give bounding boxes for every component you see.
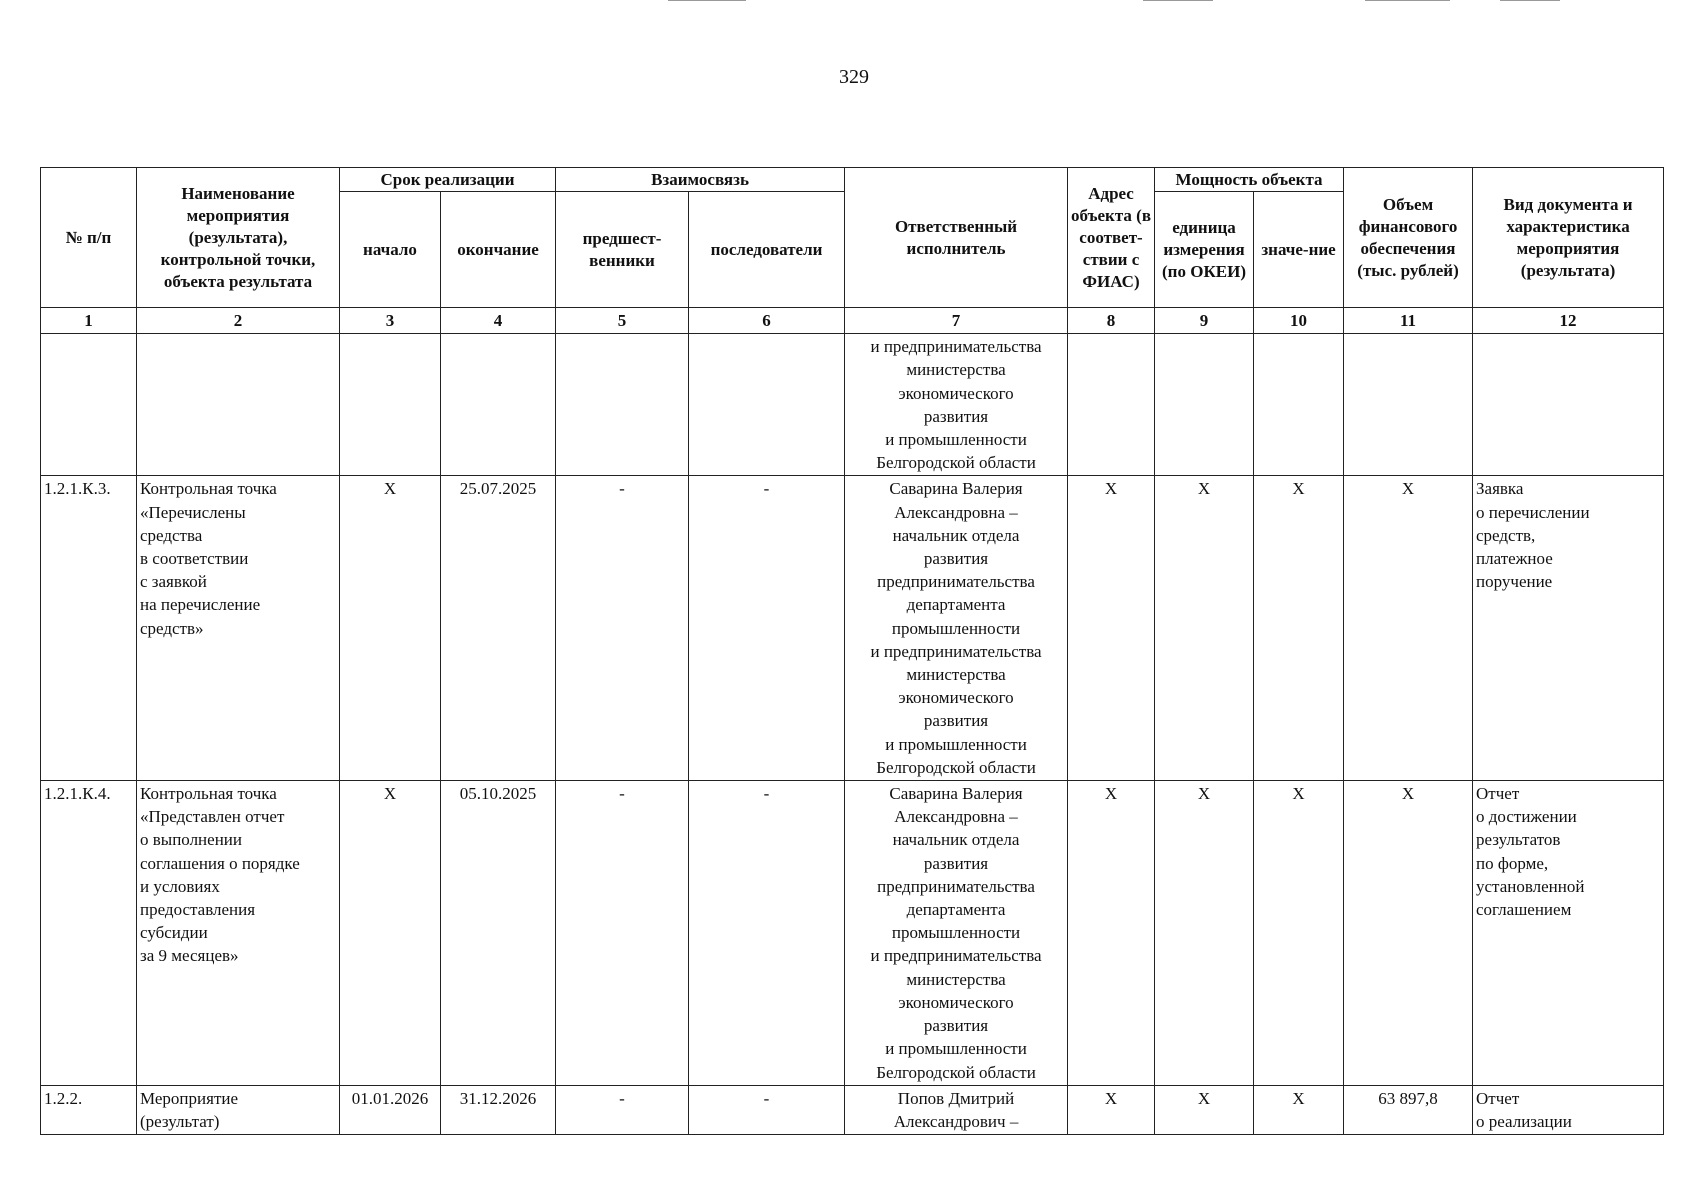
- text-line: Контрольная точка: [140, 784, 277, 804]
- cell-end: 31.12.2026: [441, 1085, 556, 1134]
- cell-address: X: [1068, 1085, 1155, 1134]
- header-srok: Срок реализации: [340, 168, 556, 192]
- cell-pred: -: [556, 476, 689, 781]
- text-line: с заявкой: [140, 572, 207, 592]
- header-unit: единица измерения (по ОКЕИ): [1155, 192, 1254, 308]
- header-name: Наименование мероприятия (результата), контрольной точки, объекта результата: [137, 168, 340, 308]
- cell-responsible: [845, 1085, 1068, 1134]
- text-line: и предпринимательства: [870, 337, 1042, 357]
- text-line: за 9 месяцев»: [140, 946, 239, 966]
- text-line: экономического: [898, 688, 1014, 708]
- cell-amount: X: [1344, 476, 1473, 781]
- text-line: субсидии: [140, 923, 208, 943]
- column-number: 12: [1473, 308, 1664, 334]
- cell-unit: X: [1155, 1085, 1254, 1134]
- text-line: средств»: [140, 618, 204, 638]
- header-start: начало: [340, 192, 441, 308]
- cell-pred: -: [556, 781, 689, 1086]
- cell-unit: X: [1155, 476, 1254, 781]
- page-number: 329: [839, 66, 869, 88]
- text-line: предпринимательства: [877, 876, 1035, 896]
- text-line: и условиях: [140, 876, 220, 896]
- text-line: промышленности: [891, 923, 1021, 943]
- cell-name: [137, 334, 340, 476]
- cell-address: X: [1068, 476, 1155, 781]
- text-line: министерства: [906, 665, 1006, 685]
- column-number: 1: [41, 308, 137, 334]
- text-line: Саварина Валерия: [889, 784, 1023, 804]
- column-number: 3: [340, 308, 441, 334]
- header-row-top: [41, 168, 1664, 192]
- column-number: 7: [845, 308, 1068, 334]
- column-number: 11: [1344, 308, 1473, 334]
- scan-artifact: [1365, 0, 1450, 1]
- text-line: о выполнении: [140, 830, 242, 850]
- cell-name: [137, 476, 340, 781]
- cell-start: [340, 334, 441, 476]
- text-line: по форме,: [1476, 853, 1549, 873]
- text-line: результатов: [1476, 830, 1561, 850]
- header-moshch: Мощность объекта: [1155, 168, 1344, 192]
- cell-unit: [1155, 334, 1254, 476]
- text-line: установленной: [1476, 876, 1585, 896]
- cell-num: 1.2.1.К.4.: [41, 781, 137, 1086]
- cell-name: [137, 1085, 340, 1134]
- cell-doc: [1473, 1085, 1664, 1134]
- cell-name: [137, 781, 340, 1086]
- text-line: предоставления: [140, 900, 256, 920]
- cell-value: X: [1254, 1085, 1344, 1134]
- text-line: промышленности: [891, 618, 1021, 638]
- header-amount: Объем финансового обеспечения (тыс. рублей): [1344, 168, 1473, 308]
- text-line: экономического: [898, 383, 1014, 403]
- text-line: и промышленности: [885, 1039, 1027, 1059]
- scan-artifact: [1143, 0, 1213, 1]
- cell-next: -: [689, 476, 845, 781]
- column-number: 8: [1068, 308, 1155, 334]
- cell-pred: [556, 334, 689, 476]
- text-line: Отчет: [1476, 1088, 1520, 1108]
- cell-address: [1068, 334, 1155, 476]
- text-line: соглашения о порядке: [140, 853, 300, 873]
- table-row: [41, 334, 1664, 476]
- text-line: Белгородской области: [876, 1062, 1036, 1082]
- text-line: Александровна –: [894, 502, 1018, 522]
- text-line: Заявка: [1476, 479, 1524, 499]
- text-line: развития: [923, 549, 989, 569]
- text-line: начальник отдела: [892, 830, 1020, 850]
- cell-amount: 63 897,8: [1344, 1085, 1473, 1134]
- table-row: [41, 781, 1664, 1086]
- text-line: средств,: [1476, 525, 1536, 545]
- text-line: (результат): [140, 1111, 220, 1131]
- cell-end: 05.10.2025: [441, 781, 556, 1086]
- cell-amount: [1344, 334, 1473, 476]
- column-number: 10: [1254, 308, 1344, 334]
- cell-amount: X: [1344, 781, 1473, 1086]
- table-row: [41, 1085, 1664, 1134]
- cell-num: [41, 334, 137, 476]
- text-line: Александрович –: [893, 1111, 1019, 1131]
- text-line: Контрольная точка: [140, 479, 277, 499]
- text-line: соглашением: [1476, 900, 1572, 920]
- cell-pred: -: [556, 1085, 689, 1134]
- cell-address: X: [1068, 781, 1155, 1086]
- cell-next: -: [689, 781, 845, 1086]
- text-line: департамента: [906, 900, 1006, 920]
- header-next: последователи: [689, 192, 845, 308]
- table-row: [41, 476, 1664, 781]
- text-line: экономического: [898, 992, 1014, 1012]
- text-line: Мероприятие: [140, 1088, 239, 1108]
- text-line: и предпринимательства: [870, 641, 1042, 661]
- text-line: на перечисление: [140, 595, 261, 615]
- cell-doc: [1473, 476, 1664, 781]
- text-line: министерства: [906, 360, 1006, 380]
- header-address: Адрес объекта (в соответ-ствии с ФИАС): [1068, 168, 1155, 308]
- text-line: о достижении: [1476, 807, 1577, 827]
- text-line: начальник отдела: [892, 525, 1020, 545]
- column-number: 6: [689, 308, 845, 334]
- cell-value: X: [1254, 476, 1344, 781]
- text-line: «Перечислены: [140, 502, 246, 522]
- text-line: предпринимательства: [877, 572, 1035, 592]
- column-number: 5: [556, 308, 689, 334]
- header-end: окончание: [441, 192, 556, 308]
- header-num: № п/п: [41, 168, 137, 308]
- text-line: поручение: [1476, 572, 1553, 592]
- text-line: департамента: [906, 595, 1006, 615]
- text-line: Белгородской области: [876, 453, 1036, 473]
- text-line: о перечислении: [1476, 502, 1590, 522]
- cell-responsible: [845, 476, 1068, 781]
- text-line: развития: [923, 711, 989, 731]
- text-line: развития: [923, 853, 989, 873]
- text-line: Саварина Валерия: [889, 479, 1023, 499]
- header-pred: предшест-венники: [556, 192, 689, 308]
- cell-value: X: [1254, 781, 1344, 1086]
- text-line: Отчет: [1476, 784, 1520, 804]
- cell-num: 1.2.1.К.3.: [41, 476, 137, 781]
- cell-start: X: [340, 781, 441, 1086]
- scan-artifact: [668, 0, 746, 1]
- text-line: средства: [140, 525, 203, 545]
- plan-table: [40, 167, 1664, 1135]
- text-line: Попов Дмитрий: [897, 1088, 1015, 1108]
- cell-value: [1254, 334, 1344, 476]
- cell-responsible: [845, 781, 1068, 1086]
- text-line: Белгородской области: [876, 757, 1036, 777]
- text-line: Александровна –: [894, 807, 1018, 827]
- cell-end: 25.07.2025: [441, 476, 556, 781]
- text-line: развития: [923, 406, 989, 426]
- text-line: развития: [923, 1016, 989, 1036]
- cell-doc: [1473, 334, 1664, 476]
- header-responsible: Ответственный исполнитель: [845, 168, 1068, 308]
- cell-next: [689, 334, 845, 476]
- cell-end: [441, 334, 556, 476]
- text-line: платежное: [1476, 549, 1553, 569]
- cell-responsible: [845, 334, 1068, 476]
- cell-start: X: [340, 476, 441, 781]
- column-number: 4: [441, 308, 556, 334]
- column-number-row: [41, 308, 1664, 334]
- text-line: о реализации: [1476, 1111, 1572, 1131]
- cell-doc: [1473, 781, 1664, 1086]
- text-line: и предпринимательства: [870, 946, 1042, 966]
- text-line: «Представлен отчет: [140, 807, 285, 827]
- header-vzaim: Взаимосвязь: [556, 168, 845, 192]
- cell-num: 1.2.2.: [41, 1085, 137, 1134]
- text-line: и промышленности: [885, 734, 1027, 754]
- header-doc: Вид документа и характеристика мероприятия (результата): [1473, 168, 1664, 308]
- column-number: 9: [1155, 308, 1254, 334]
- cell-unit: X: [1155, 781, 1254, 1086]
- scan-artifact: [1500, 0, 1560, 1]
- text-line: и промышленности: [885, 430, 1027, 450]
- cell-next: -: [689, 1085, 845, 1134]
- text-line: министерства: [906, 969, 1006, 989]
- header-value: значе-ние: [1254, 192, 1344, 308]
- text-line: в соответствии: [140, 549, 249, 569]
- column-number: 2: [137, 308, 340, 334]
- cell-start: 01.01.2026: [340, 1085, 441, 1134]
